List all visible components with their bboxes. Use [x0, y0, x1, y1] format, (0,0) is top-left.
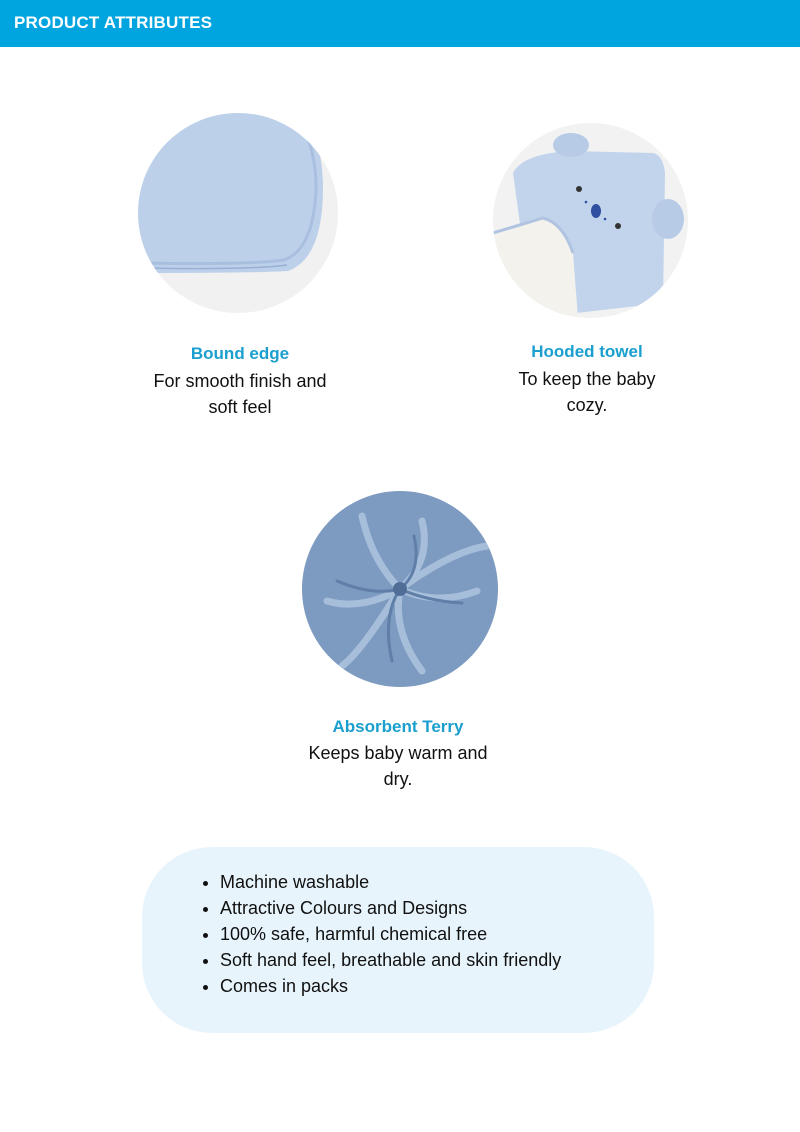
hooded-towel-image: [493, 123, 688, 318]
feature-desc-line: To keep the baby: [518, 369, 656, 389]
feature-desc-absorbent-terry: [288, 740, 508, 792]
page-title: PRODUCT ATTRIBUTES: [14, 13, 213, 32]
attributes-list: [200, 869, 561, 999]
bound-edge-image: [138, 113, 338, 313]
attributes-list-box: [142, 847, 654, 1033]
feature-title-bound-edge: Bound edge: [190, 344, 290, 363]
feature-desc-line: For smooth finish and: [153, 371, 327, 391]
feature-desc-bound-edge: [130, 368, 350, 420]
list-item: • Soft hand feel, breathable and skin friendly: [220, 947, 561, 973]
feature-desc-line: Keeps baby warm and: [308, 743, 488, 763]
feature-desc-line: dry.: [383, 769, 413, 789]
list-item: • Comes in packs: [220, 973, 561, 999]
absorbent-terry-image: [302, 491, 498, 687]
feature-title-absorbent-terry: Absorbent Terry: [332, 717, 464, 736]
list-item: • 100% safe, harmful chemical free: [220, 921, 561, 947]
feature-desc-hooded-towel: [477, 366, 697, 418]
feature-title-hooded-towel: Hooded towel: [531, 342, 643, 361]
list-item: • Attractive Colours and Designs: [220, 895, 561, 921]
header-bar: [0, 0, 800, 47]
feature-desc-line: cozy.: [566, 395, 608, 415]
feature-desc-line: soft feel: [208, 397, 272, 417]
list-item: • Machine washable: [220, 869, 561, 895]
